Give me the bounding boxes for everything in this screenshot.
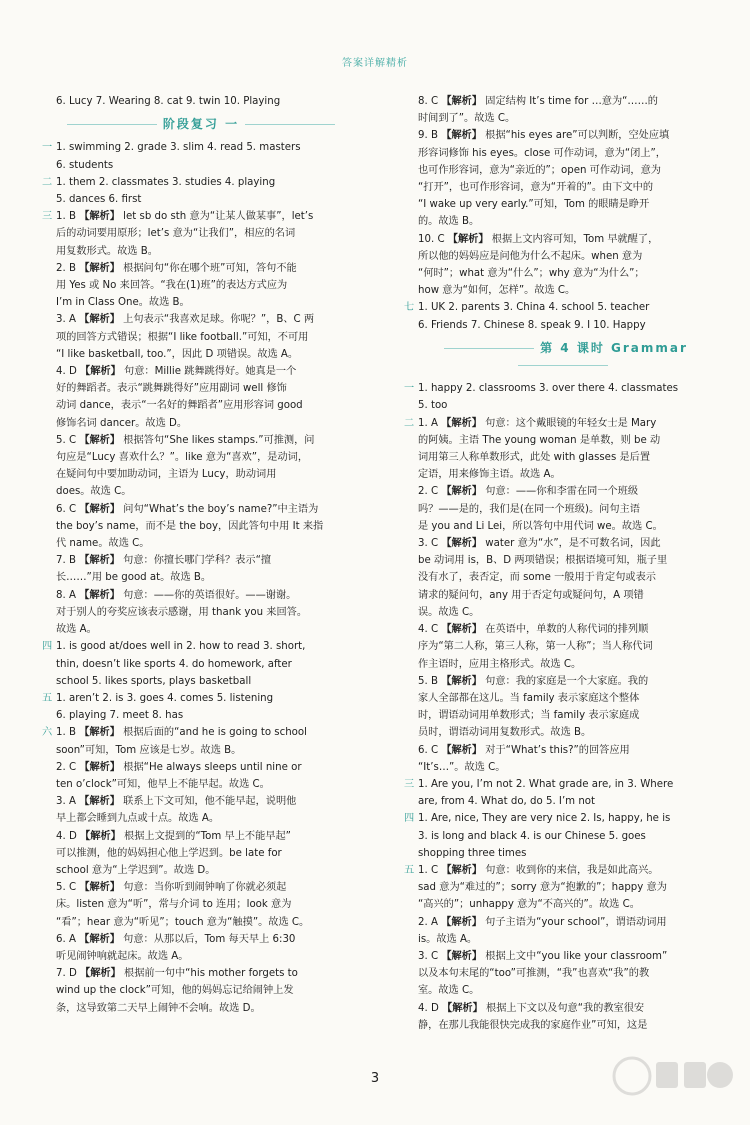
answer-text: 没有水了，表否定，而 some 一般用于肯定句或表示 [418,572,656,584]
answer-line [404,828,722,845]
answer-line [42,346,360,363]
answer-line [404,587,722,604]
answer-line [404,742,722,759]
answer-line [42,397,360,414]
answer-line [42,604,360,621]
analysis-tag: 【解析】 [441,538,483,550]
answer-line [404,931,722,948]
answer-line [42,948,360,965]
answer-text: thin, doesn’t like sports 4. do homework, after [56,658,292,670]
answer-line [404,707,722,724]
answer-text: 1. A 【解析】 句意：这个戴眼镜的年轻女士是 Mary [418,417,657,429]
answer-line [404,673,722,690]
answer-line [404,896,722,913]
answer-text: 用复数形式。故选 B。 [56,245,158,257]
section-number: 二 [404,417,415,429]
answer-line [42,673,360,690]
answer-line [404,213,722,230]
answer-text: 4. D 【解析】 根据上下文以及句意“我的教室很安 [418,1002,645,1014]
answer-text: 序为“第二人称，第三人称，第一人称”；当人称代词 [418,641,653,653]
answer-line [42,982,360,999]
analysis-tag: 【解析】 [441,486,483,498]
answer-line [404,317,722,334]
answer-text: 1. B 【解析】 根据后面的“and he is going to school [56,727,307,739]
answer-line [42,311,360,328]
answer-text: 1. them 2. classmates 3. studies 4. playing [56,176,276,188]
answer-line [404,552,722,569]
section-number: 五 [42,692,53,704]
answer-text: 吗？——是的，我们是(在同一个班级)。问句主语 [418,503,640,515]
answer-text: 也可作形容词，意为“亲近的”；open 可作动词，意为 [418,164,661,176]
answer-line [404,127,722,144]
analysis-tag: 【解析】 [447,233,489,245]
answer-text: 1. happy 2. classrooms 3. over there 4. classmates [418,383,679,395]
answer-text: 好的舞蹈者。表示“跳舞跳得好”应用副词 well 修饰 [56,383,287,395]
title-rule [67,124,157,125]
answer-line [42,621,360,638]
answer-line [42,656,360,673]
answer-text: 静，在那儿我能很快完成我的家庭作业”可知，这是 [418,1019,648,1031]
analysis-tag: 【解析】 [79,882,121,894]
answer-text: sad 意为“难过的”；sorry 意为“抱歉的”；happy 意为 [418,882,667,894]
answer-text: school 意为“上学迟到”。故选 D。 [56,864,216,876]
answer-text: 员时，谓语动词用复数形式。故选 B。 [418,727,592,739]
answer-text: 6. A 【解析】 句意：从那以后，Tom 每天早上 6:30 [56,933,296,945]
answer-text: 5. C 【解析】 句意：当你听到闹钟响了你就必须起 [56,882,287,894]
answer-text: 长……”用 be good at。故选 B。 [56,572,212,584]
answer-text: does。故选 C。 [56,486,132,498]
answer-line [404,282,722,299]
answer-text: 5. dances 6. first [56,194,142,206]
answer-text: 后的动词要用原形；let’s 意为“让我们”，相应的名词 [56,228,296,240]
answer-text: 4. D 【解析】 句意：Millie 跳舞跳得好。她真是一个 [56,366,297,378]
section-title-text: 阶段复习 一 [162,117,240,132]
analysis-tag: 【解析】 [79,933,120,945]
answer-line [42,552,360,569]
answer-line [404,879,722,896]
answer-line [404,862,722,879]
answer-line [42,93,360,110]
answer-text: 的阿姨。主语 The young woman 是单数，则 be 动 [418,434,661,446]
page-number: 3 [370,1071,380,1086]
answer-line [404,621,722,638]
answer-line [404,535,722,552]
answer-line [404,415,722,432]
answer-line [404,196,722,213]
answer-text: “高兴的”；unhappy 意为“不高兴的”。故选 C。 [418,899,640,911]
answer-text: 6. Lucy 7. Wearing 8. cat 9. twin 10. Playing [56,96,281,107]
answer-text: 以及本句末尾的“too”可推测，“我”也喜欢“我”的教 [418,968,650,980]
analysis-tag: 【解析】 [80,366,121,378]
answer-line [404,1000,722,1017]
answer-line [404,793,722,810]
answer-line [42,862,360,879]
answer-line [404,518,722,535]
answer-text: 1. Are you, I’m not 2. What grade are, in 3. Where [418,778,674,790]
answer-line [42,260,360,277]
answer-line [404,380,722,397]
section-number: 三 [42,211,53,223]
answer-line [404,501,722,518]
section-number: 七 [404,302,415,314]
answer-text: 5. C 【解析】 根据答句“She likes stamps.”可推测，问 [56,434,315,446]
analysis-tag: 【解析】 [442,1002,483,1014]
answer-text: 2. C 【解析】 根据“He always sleeps until nine or [56,761,302,773]
answer-text: 1. UK 2. parents 3. China 4. school 5. teacher [418,302,650,314]
analysis-tag: 【解析】 [79,211,120,223]
answer-line [42,432,360,449]
answer-line [404,724,722,741]
answer-line [404,914,722,931]
analysis-tag: 【解析】 [80,830,121,842]
analysis-tag: 【解析】 [441,675,482,687]
answer-line [42,690,360,707]
title-rule [245,124,335,125]
answer-line [42,776,360,793]
analysis-tag: 【解析】 [79,727,120,739]
answer-line [404,604,722,621]
answer-line [404,397,722,414]
answer-line [404,145,722,162]
answer-line [404,948,722,965]
section-title-text: 第 4 课时 Grammar [540,340,688,355]
answer-text: 时间到了”。故选 C。 [418,113,516,125]
answer-line [404,690,722,707]
analysis-tag: 【解析】 [441,624,483,636]
analysis-tag: 【解析】 [441,96,483,107]
answer-text: 4. C 【解析】 在英语中，单数的人称代词的排列顺 [418,624,649,636]
answer-text: 代 name。故选 C。 [56,538,150,550]
answer-line [42,638,360,655]
answer-line [404,265,722,282]
answer-text: 的。故选 B。 [418,216,480,228]
watermark-block [684,1062,706,1088]
analysis-tag: 【解析】 [79,434,121,446]
answer-text: 1. C 【解析】 句意：收到你的来信，我是如此高兴。 [418,864,659,876]
answer-text: 所以他的妈妈应是问他为什么不起床。when 意为 [418,250,643,262]
answer-text: 6. playing 7. meet 8. has [56,710,184,722]
answer-line [404,432,722,449]
answer-text: 3. C 【解析】 water 意为“水”，是不可数名词，因此 [418,538,661,550]
answer-line [42,208,360,225]
answer-text: shopping three times [418,847,527,859]
answer-text: 项的回答方式错误；根据“I like football.”可知，不可用 [56,331,309,343]
answer-text: ten o’clock”可知，他早上不能早起。故选 C。 [56,778,270,790]
answer-line [404,449,722,466]
answer-text: how 意为“如何，怎样”。故选 C。 [418,285,576,297]
answer-text: 对于别人的夸奖应该表示感谢，用 thank you 来回答。 [56,606,308,618]
section-number: 四 [42,641,53,653]
answer-text: 作主语时，应用主格形式。故选 C。 [418,658,582,670]
answer-text: 1. swimming 2. grade 3. slim 4. read 5. masters [56,142,301,154]
answer-text: 1. Are, nice, They are very nice 2. Is, happy, he is [418,813,671,825]
answer-line [42,535,360,552]
answer-text: 3. C 【解析】 根据上文中“you like your classroom” [418,950,668,962]
answer-text: 定语，用来修饰主语。故选 A。 [418,469,561,481]
answer-line [404,299,722,316]
answer-text: 6. Friends 7. Chinese 8. speak 9. I 10. Happy [418,319,646,331]
answer-text: the boy’s name，而不是 the boy，因此答句中用 It 来指 [56,520,324,532]
answer-line [404,483,722,500]
section-number: 五 [404,864,415,876]
answer-text: school 5. likes sports, plays basketball [56,675,252,687]
answer-text: wind up the clock”可知，他的妈妈忘记给闹钟上发 [56,985,294,997]
answer-text: 修饰名词 dancer。故选 D。 [56,417,188,429]
answer-text: is。故选 A。 [418,933,478,945]
answer-line [42,707,360,724]
answer-line [42,415,360,432]
answer-line [404,656,722,673]
answer-text: 6. C 【解析】 对于“What’s this?”的回答应用 [418,744,630,756]
answer-line [42,501,360,518]
left-column [42,93,360,1017]
answer-line [42,742,360,759]
running-header: 答案详解精析 [342,58,408,69]
section-number: 三 [404,778,415,790]
analysis-tag: 【解析】 [79,796,120,808]
answer-text: 8. C 【解析】 固定结构 It’s time for …意为“……的 [418,96,658,107]
answer-text: 可以推测，他的妈妈担心他上学迟到。be late for [56,847,282,859]
answer-text: 故选 A。 [56,624,97,636]
answer-line [42,174,360,191]
answer-text: “I wake up very early.”可知，Tom 的眼睛是睁开 [418,199,650,211]
answer-line [404,776,722,793]
answer-line [404,569,722,586]
answer-text: 听见闹钟响就起床。故选 A。 [56,950,189,962]
analysis-tag: 【解析】 [441,950,483,962]
answer-line [404,110,722,127]
answer-text: 3. is long and black 4. is our Chinese 5. goes [418,830,646,842]
answer-text: are, from 4. What do, do 5. I’m not [418,796,596,808]
answer-text: 早上都会睡到九点或十点。故选 A。 [56,813,220,825]
answer-line [42,845,360,862]
answer-line [42,243,360,260]
answer-text: 2. B 【解析】 根据问句“你在哪个班”可知，答句不能 [56,262,297,274]
answer-line [42,879,360,896]
answer-text: 是 you and Li Lei，所以答句中用代词 we。故选 C。 [418,520,663,532]
answer-line [404,759,722,776]
answer-line [404,162,722,179]
answer-line [42,157,360,174]
answer-text: 用 Yes 或 No 来回答。“我在(1)班”的表达方式应为 [56,280,288,292]
title-rule [518,365,608,366]
answer-text: 2. A 【解析】 句子主语为“your school”，谓语动词用 [418,916,667,928]
answer-text: 7. D 【解析】 根据前一句中“his mother forgets to [56,968,298,980]
answer-line [404,845,722,862]
answer-line [42,363,360,380]
analysis-tag: 【解析】 [79,555,120,567]
answer-text: 动词 dance，表示“一名好的舞蹈者”应用形容词 good [56,400,303,412]
analysis-tag: 【解析】 [79,314,120,326]
answer-line [42,724,360,741]
section-number: 一 [42,142,53,154]
answer-line [42,793,360,810]
answer-line [404,810,722,827]
analysis-tag: 【解析】 [441,744,483,756]
title-rule [444,348,534,349]
answer-text: “I like basketball, too.”，因此 D 项错误。故选 A。 [56,348,299,360]
section-number: 一 [404,383,415,395]
answer-text: “看”；hear 意为“听见”；touch 意为“触摸”。故选 C。 [56,916,310,928]
answer-text: 9. B 【解析】 根据“his eyes are”可以判断，空处应填 [418,130,670,142]
answer-line [404,1017,722,1034]
analysis-tag: 【解析】 [441,864,483,876]
answer-line [42,191,360,208]
answer-line [42,483,360,500]
watermark-ring [614,1058,650,1094]
answer-text: 请求的疑问句，any 用于否定句或疑问句，A 项错 [418,589,644,601]
answer-line [42,225,360,242]
answer-line [42,965,360,982]
analysis-tag: 【解析】 [80,968,121,980]
answer-text: soon”可知，Tom 应该是七岁。故选 B。 [56,744,242,756]
answer-line [404,231,722,248]
answer-text: 2. C 【解析】 句意：——你和李雷在同一个班级 [418,486,639,498]
analysis-tag: 【解析】 [441,130,482,142]
answer-line [42,896,360,913]
answer-line [42,828,360,845]
analysis-tag: 【解析】 [79,589,120,601]
answer-text: 5. too [418,400,448,412]
answer-line [404,982,722,999]
answer-line [42,277,360,294]
answer-text: 词用第三人称单数形式，此处 with glasses 是后置 [418,452,651,464]
answer-text: 形容词修饰 his eyes。close 可作动词，意为“闭上”， [418,147,666,159]
answer-line [404,965,722,982]
answer-text: 4. D 【解析】 根据上文提到的“Tom 早上不能早起” [56,830,291,842]
answer-text: 室。故选 C。 [418,985,480,997]
answer-text: “打开”，也可作形容词，意为“开着的”。由下文中的 [418,182,654,194]
answer-text: 6. students [56,159,114,171]
answer-line [42,518,360,535]
analysis-tag: 【解析】 [441,916,482,928]
section-number: 六 [42,727,53,739]
analysis-tag: 【解析】 [79,503,121,515]
analysis-tag: 【解析】 [79,262,120,274]
answer-text: 5. B 【解析】 句意：我的家庭是一个大家庭。我的 [418,675,649,687]
answer-text: 在疑问句中要加助动词，主语为 Lucy，助动词用 [56,469,277,481]
answer-text: “何时”；what 意为“什么”；why 意为“为什么”； [418,268,645,280]
section-number: 四 [404,813,415,825]
answer-text: 3. A 【解析】 联系上下文可知，他不能早起，说明他 [56,796,297,808]
answer-text: 家人全部都在这儿。当 family 表示家庭这个整体 [418,692,640,704]
watermark-logo [610,1050,740,1120]
answer-text: “It’s…”。故选 C。 [418,761,506,773]
answer-line [404,466,722,483]
section-title [42,116,360,133]
answer-line [42,759,360,776]
section-title [404,340,722,374]
answer-line [404,93,722,110]
answer-text: 床。listen 意为“听”，常与介词 to 连用；look 意为 [56,899,292,911]
section-number: 二 [42,176,53,188]
answer-line [404,638,722,655]
analysis-tag: 【解析】 [79,761,121,773]
answer-line [404,248,722,265]
answer-line [42,1000,360,1017]
answer-line [42,294,360,311]
answer-text: be 动词用 is，B、D 两项错误；根据语境可知，瓶子里 [418,555,668,567]
answer-text: 1. is good at/does well in 2. how to read 3. short, [56,641,306,653]
answer-line [404,179,722,196]
answer-line [42,810,360,827]
watermark-block [656,1062,678,1088]
answer-text: 3. A 【解析】 上句表示“我喜欢足球。你呢？”，B、C 两 [56,314,315,326]
answer-text: 1. aren’t 2. is 3. goes 4. comes 5. listening [56,692,274,704]
answer-text: 1. B 【解析】 let sb do sth 意为“让某人做某事”，let’s [56,211,314,223]
answer-line [42,449,360,466]
answer-text: I’m in Class One。故选 B。 [56,297,190,309]
answer-text: 6. C 【解析】 问句“What’s the boy’s name?”中主语为 [56,503,319,515]
answer-line [42,466,360,483]
answer-line [42,569,360,586]
analysis-tag: 【解析】 [441,417,482,429]
answer-line [42,139,360,156]
answer-text: 时，谓语动词用单数形式；当 family 表示家庭成 [418,710,640,722]
answer-text: 条，这导致第二天早上闹钟不会响。故选 D。 [56,1002,261,1014]
answer-text: 句应是“Lucy 喜欢什么？”。like 意为“喜欢”，是动词， [56,452,309,464]
answer-line [42,914,360,931]
answer-line [42,380,360,397]
answer-line [42,587,360,604]
answer-text: 误。故选 C。 [418,606,480,618]
answer-text: 10. C 【解析】 根据上文内容可知，Tom 早就醒了， [418,233,659,245]
answer-line [42,931,360,948]
right-column [404,93,722,1034]
answer-text: 8. A 【解析】 句意：——你的英语很好。——谢谢。 [56,589,297,601]
answer-line [42,329,360,346]
answer-text: 7. B 【解析】 句意：你擅长哪门学科？表示“擅 [56,555,272,567]
watermark-dot [707,1062,733,1088]
